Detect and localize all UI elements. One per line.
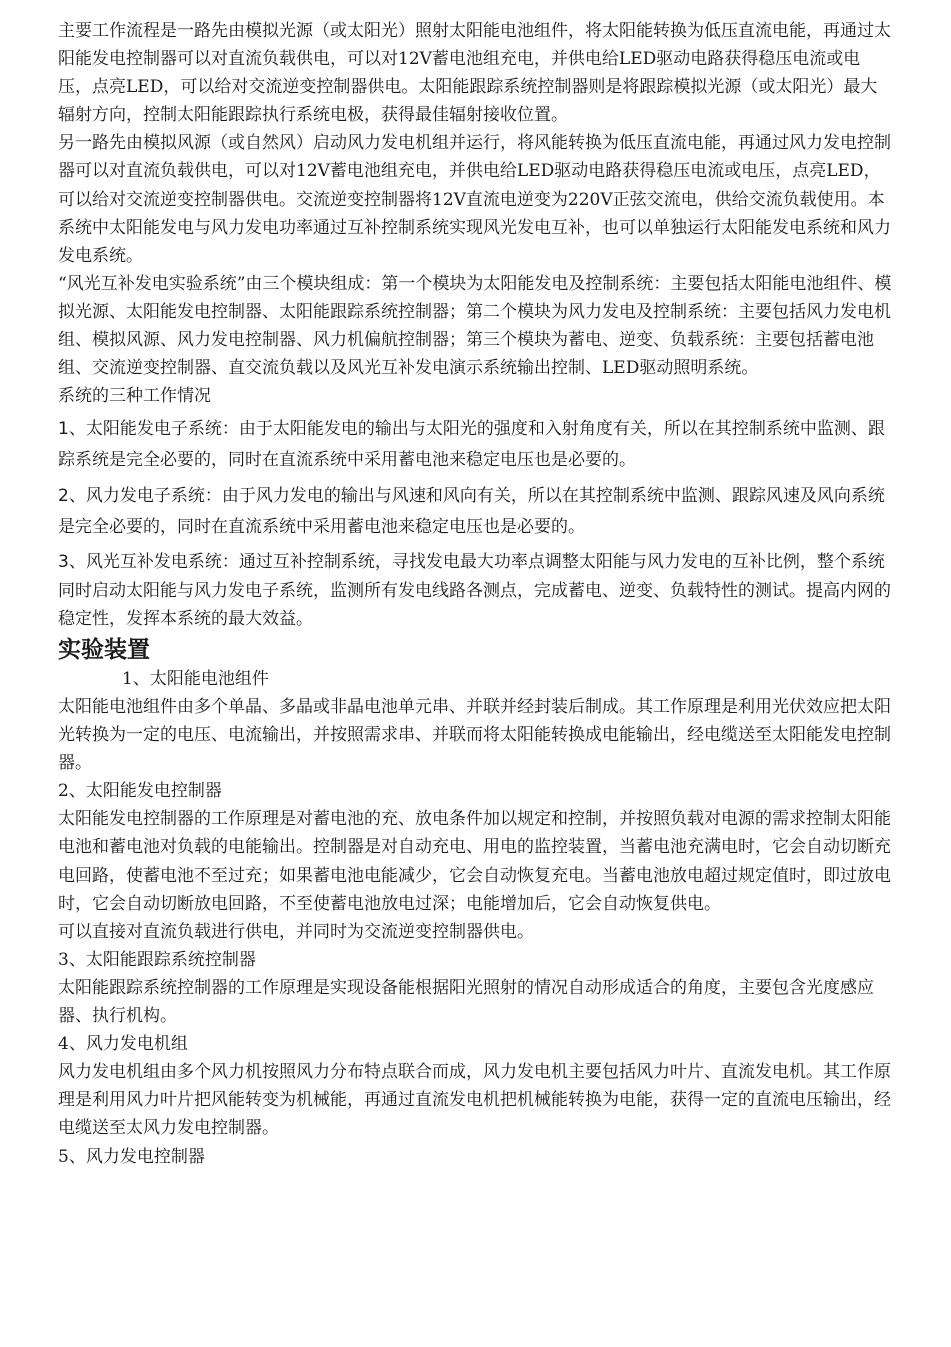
case-item-2: [58, 481, 893, 542]
subsection-title-2: 2、太阳能发电控制器: [58, 781, 222, 802]
subsection-body-1: 太阳能电池组件由多个单晶、多晶或非晶电池单元串、并联并经封装后制成。其工作原理是利用光伏效应把太阳光转换为一定的电压、电流输出，并按照需求串、并联而将太阳能转换成电能输出，经电缆送至太阳能发电控制器。: [58, 697, 891, 774]
subsection-title-3: 3、太阳能跟踪系统控制器: [58, 949, 256, 970]
case-item-1: [58, 414, 893, 475]
case-number: 3: [58, 552, 69, 573]
work-modes-title: 系统的三种工作情况: [58, 386, 211, 407]
case-text: 、风力发电子系统：由于风力发电的输出与风速和风向有关，所以在其控制系统中监测、跟踪风速及风向系统是完全必要的，同时在直流系统中采用蓄电池来稳定电压也是必要的。: [58, 486, 885, 537]
subsection-title-1: 1、太阳能电池组件: [122, 668, 269, 689]
subsection-title-4: 4、风力发电机组: [58, 1034, 188, 1055]
subsection-body-2: 太阳能发电控制器的工作原理是对蓄电池的充、放电条件加以规定和控制，并按照负载对电源的需求控制太阳能电池和蓄电池对负载的电能输出。控制器是对自动充电、用电的监控装置，当蓄电池充满电时，它会自动切断充电回路，使蓄电池不至过充；如果蓄电池电能减少，它会自动恢复充电。当蓄电池放电超过规定值时，即过放电时，它会自动切断放电回路，不至使蓄电池放电过深；电能增加后，它会自动恢复供电。: [58, 809, 891, 914]
intro-paragraph-2: 另一路先由模拟风源（或自然风）启动风力发电机组并运行，将风能转换为低压直流电能，再通过风力发电控制器可以对直流负载供电，可以对12V蓄电池组充电，并供电给LED驱动电路获得稳压电流或电压，点亮LED，可以给对交流逆变控制器供电。交流逆变控制器将12V直流电逆变为220V正弦交流电，供给交流负载使用。本系统中太阳能发电与风力发电功率通过互补控制系统实现风光发电互补，也可以单独运行太阳能发电系统和风力发电系统。: [58, 133, 891, 266]
case-item-3: [58, 548, 893, 633]
section-heading: 实验装置: [58, 636, 150, 663]
subsection-title-5: 5、风力发电控制器: [58, 1146, 205, 1167]
case-number: 2: [58, 486, 69, 507]
subsection-extra-2: 可以直接对直流负载进行供电，并同时为交流逆变控制器供电。: [58, 921, 534, 942]
case-number: 1: [58, 419, 69, 440]
subsection-body-4: 风力发电机组由多个风力机按照风力分布特点联合而成，风力发电机主要包括风力叶片、直流发电机。其工作原理是利用风力叶片把风能转变为机械能，再通过直流发电机把机械能转换为电能，获得一定的直流电压输出，经电缆送至太风力发电控制器。: [58, 1062, 891, 1139]
case-text: 、风光互补发电系统：通过互补控制系统，寻找发电最大功率点调整太阳能与风力发电的互补比例，整个系统同时启动太阳能与风力发电子系统，监测所有发电线路各测点，完成蓄电、逆变、负载特性的测试。提高内网的稳定性，发挥本系统的最大效益。: [58, 552, 891, 629]
intro-paragraph-1: 主要工作流程是一路先由模拟光源（或太阳光）照射太阳能电池组件，将太阳能转换为低压直流电能，再通过太阳能发电控制器可以对直流负载供电，可以对12V蓄电池组充电，并供电给LED驱动电路获得稳压电流或电压，点亮LED，可以给对交流逆变控制器供电。太阳能跟踪系统控制器则是将跟踪模拟光源（或太阳光）最大辐射方向，控制太阳能跟踪执行系统电极，获得最佳辐射接收位置。: [58, 21, 891, 126]
intro-paragraph-3: “风光互补发电实验系统”由三个模块组成：第一个模块为太阳能发电及控制系统：主要包括太阳能电池组件、模拟光源、太阳能发电控制器、太阳能跟踪系统控制器；第二个模块为风力发电及控制系统：主要包括风力发电机组、模拟风源、风力发电控制器、风力机偏航控制器；第三个模块为蓄电、逆变、负载系统：主要包括蓄电池组、交流逆变控制器、直交流负载以及风光互补发电演示系统输出控制、LED驱动照明系统。: [58, 273, 892, 379]
subsection-body-3: 太阳能跟踪系统控制器的工作原理是实现设备能根据阳光照射的情况自动形成适合的角度，主要包含光度感应器、执行机构。: [58, 977, 874, 1027]
case-text: 、太阳能发电子系统：由于太阳能发电的输出与太阳光的强度和入射角度有关，所以在其控制系统中监测、跟踪系统是完全必要的，同时在直流系统中采用蓄电池来稳定电压也是必要的。: [58, 419, 885, 470]
